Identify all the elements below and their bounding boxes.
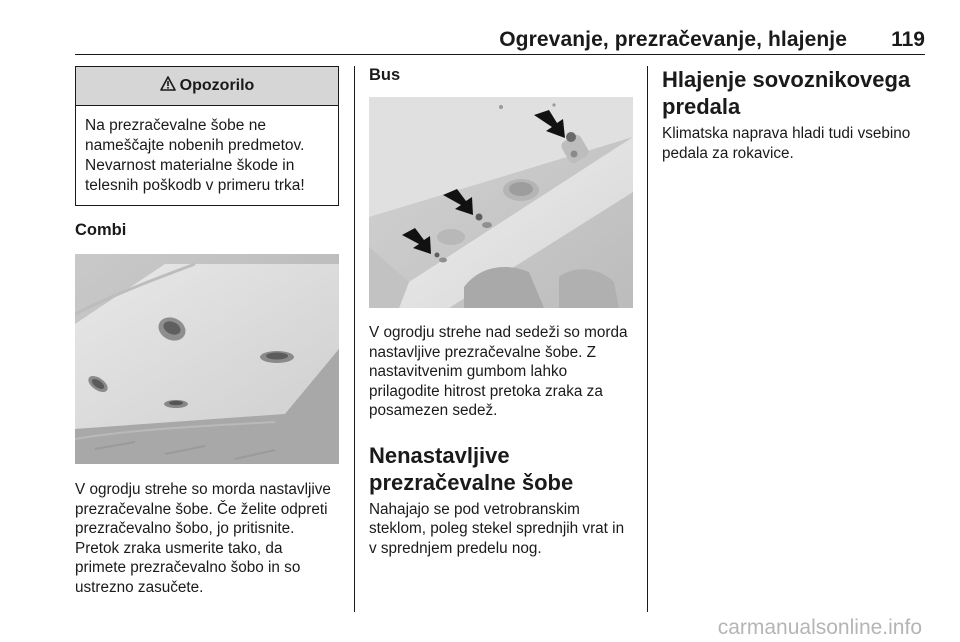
combi-heading: Combi: [75, 221, 127, 239]
fixed-vents-title: [369, 442, 633, 496]
bus-line: posamezen sedež.: [369, 402, 498, 419]
glovebox-text: [662, 124, 926, 163]
bus-line: nastavitvenim gumbom lahko: [369, 363, 568, 380]
combi-line: prezračevalno šobo, jo pritisnite.: [75, 520, 295, 537]
column-divider: [354, 66, 355, 612]
bus-line: prilagodite hitrost pretoka zraka za: [369, 382, 603, 400]
bus-roof-vents-photo: [369, 97, 633, 308]
warning-line: Nevarnost materialne škode in: [85, 157, 295, 174]
title-line: Hlajenje sovoznikovega: [662, 67, 911, 92]
warning-text: [76, 106, 338, 205]
header-title: Ogrevanje, prezračevanje, hlajenje: [499, 28, 847, 51]
fixed-vents-line: v sprednjem predelu nog.: [369, 539, 542, 557]
title-line: predala: [662, 94, 741, 119]
column-divider: [647, 66, 648, 612]
warning-box: [75, 66, 339, 206]
bus-line: nastavljive prezračevalne šobe. Z: [369, 343, 597, 361]
warning-line: nameščajte nobenih predmetov.: [85, 137, 305, 154]
watermark: carmanualsonline.info: [717, 616, 922, 639]
column-left: [75, 66, 339, 597]
warning-line: telesnih poškodb v primeru trka!: [85, 177, 305, 194]
combi-line: V ogrodju strehe so morda nastavljive: [75, 481, 331, 498]
glovebox-title: [662, 66, 926, 120]
page-header: [75, 28, 925, 55]
combi-line: ustrezno zasučete.: [75, 578, 204, 596]
bus-line: V ogrodju strehe nad sedeži so morda: [369, 324, 628, 341]
combi-line: prezračevalne šobe. Če želite odpreti: [75, 500, 328, 518]
glovebox-line: Klimatska naprava hladi tudi vsebino: [662, 125, 911, 142]
combi-line: primete prezračevalno šobo in so: [75, 559, 301, 576]
column-middle: [369, 66, 633, 558]
column-right: [662, 66, 926, 163]
warning-title: Opozorilo: [179, 77, 255, 94]
warning-header: [76, 67, 338, 106]
page-number: 119: [891, 28, 925, 51]
warning-line: Na prezračevalne šobe ne: [85, 117, 266, 134]
fixed-vents-line: steklom, poleg stekel sprednjih vrat in: [369, 520, 625, 537]
fixed-vents-text: [369, 500, 633, 559]
bus-heading: Bus: [369, 66, 401, 84]
bus-text: [369, 323, 633, 421]
combi-line: Pretok zraka usmerite tako, da: [75, 539, 283, 557]
combi-text: [75, 480, 339, 597]
warning-triangle-icon: [160, 76, 176, 96]
combi-roof-vents-photo: [75, 254, 339, 464]
fixed-vents-line: Nahajajo se pod vetrobranskim: [369, 500, 580, 518]
title-line: prezračevalne šobe: [369, 469, 574, 495]
title-line: Nenastavljive: [369, 442, 510, 468]
glovebox-line: pedala za rokavice.: [662, 144, 794, 162]
